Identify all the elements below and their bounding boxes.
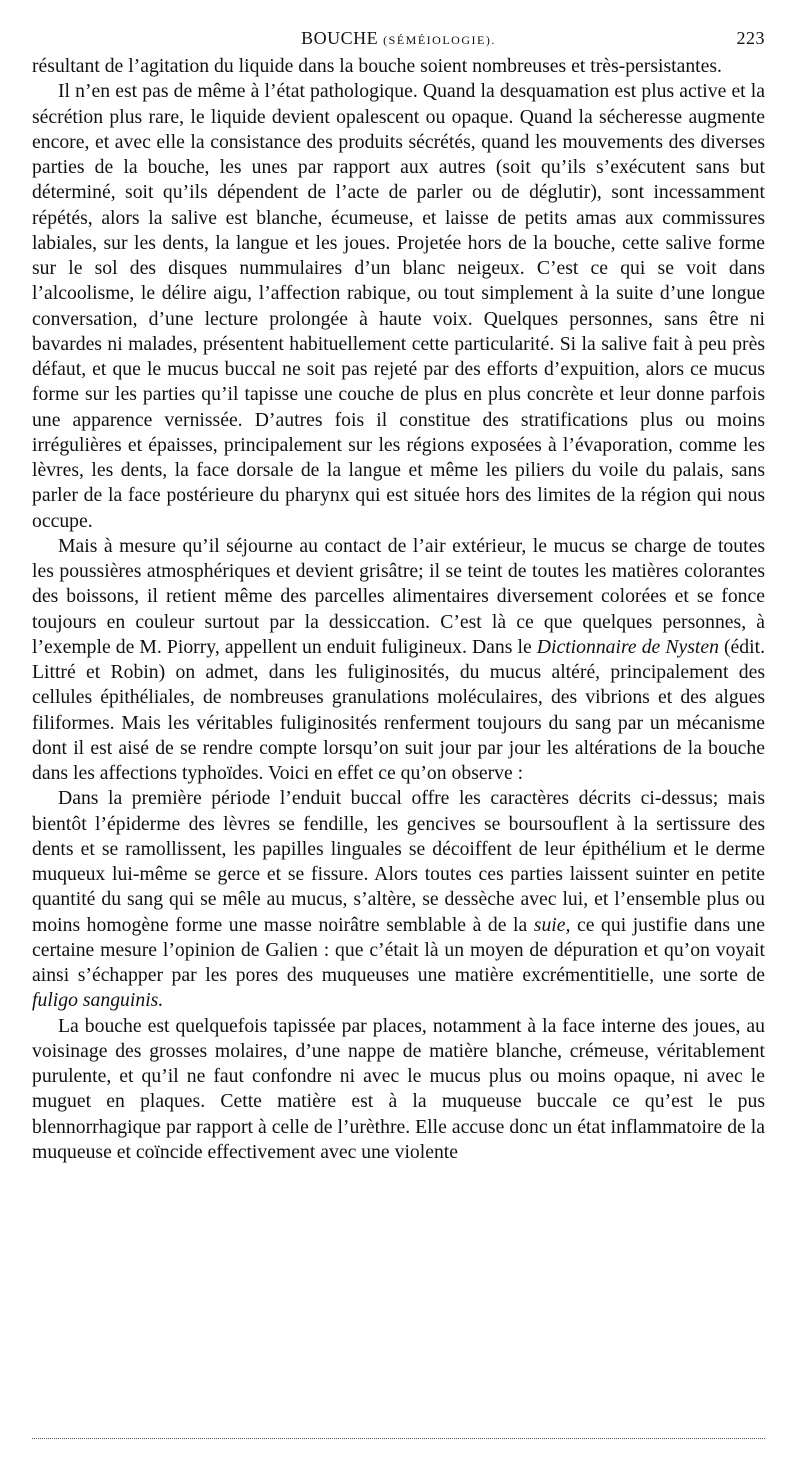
italic-text: fuligo sanguinis. [32, 989, 164, 1012]
text-run: ce qui justifie dans une certaine mesure l’opinion de Galien : que c’était là un moyen de dépuration et qu’on voyait ainsi s’échapper par les pores des muqueuses une matière excrémentitielle, une sorte de [32, 913, 766, 986]
paragraph [32, 1014, 765, 1166]
text-run: (édit. Littré et Robin) on admet, dans les fuliginosités, du mucus altéré, principalement des cellules épithéliales, de nombreuses granulations moléculaires, des vibrions et des algues filiformes. Mais les véritables fuliginosités renferment toujours du sang par un mécanisme dont il est aisé de se rendre compte lorsqu’on suit jour par jour les altérations de la bouche dans les affections typhoïdes. Voici en effet ce qu’on observe : [32, 635, 765, 784]
running-title [32, 28, 765, 49]
text-run: La bouche est quelquefois tapissée par places, notamment à la face interne des joues, au voisinage des grosses molaires, d’une nappe de matière blanche, crémeuse, véritablement purulente, et qu’il ne faut confondre ni avec le mucus plus ou moins opaque, ni avec le muguet en plaques. Cette matière est à la muqueuse buccale ce qu’est le pus blennorrhagique par rapport à celle de l’urèthre. Elle accuse donc un état inflammatoire de la muqueuse et coïncide effectivement avec une violente [32, 1014, 765, 1163]
text-run: Dans la première période l’enduit buccal offre les caractères décrits ci-dessus; mais bientôt l’épiderme des lèvres se fendille, les gencives se boursouflent à la sertissure des dents et se ramollissent, les papilles linguales se décoiffent de leur épithélium et le derme muqueux lui-même se gerce et se fissure. Alors toutes ces parties laissent suinter en petite quantité du sang qui se mêle au mucus, s’altère, se dessèche avec lui, et l’ensemble plus ou moins homogène forme une masse noirâtre semblable à de la [32, 787, 765, 936]
text-run: résultant de l’agitation du liquide dans la bouche soient nombreuses et très-persistantes. [32, 55, 722, 77]
italic-text: Dictionnaire de Nysten [536, 635, 719, 658]
running-title-sub: (SÉMÉIOLOGIE). [383, 33, 496, 47]
text-run: Il n’en est pas de même à l’état pathologique. Quand la desquamation est plus active et la sécrétion plus rare, le liquide devient opalescent ou opaque. Quand la sécheresse augmente encore, et avec elle la consistance des produits sécrétés, quand les mouvements des diverses parties de la bouche, les unes par rapport aux autres (soit qu’ils s’exécutent sans but déterminé, soit qu’ils dépendent de l’acte de parler ou de déglutir), sont incessamment répétés, alors la salive est blanche, écumeuse, et laisse de petits amas aux commissures labiales, sur les dents, la langue et les joues. Projetée hors de la bouche, cette salive forme sur le sol des disques nummulaires d’un blanc neigeux. C’est ce qui se voit dans l’alcoolisme, le délire aigu, l’affection rabique, ou tout simplement à la suite d’une longue conversation, d’une lecture prolongée à haute voix. Quelques personnes, sans être ni bavardes ni malades, présentent habituellement cette particularité. Si la salive fait à peu près défaut, et que le mucus buccal ne soit pas rejeté par des efforts d’expuition, alors ce mucus forme sur les parties qu’il tapisse une couche de plus en plus concrète et leur donne parfois une apparence vernissée. D’autres fois il constitue des stratifications plus ou moins irrégulières et épaisses, principalement sur les régions exposées à l’évaporation, comme les lèvres, les dents, la face dorsale de la langue et même les piliers du voile du palais, sans parler de la face postérieure du pharynx qui est située hors des limites de la région qui nous occupe. [32, 80, 765, 532]
page [32, 28, 765, 1165]
paragraph [32, 534, 765, 787]
footer-rule [32, 1438, 765, 1443]
paragraph [32, 54, 765, 79]
paragraph [32, 786, 765, 1013]
running-title-main: BOUCHE [301, 28, 379, 48]
italic-text: suie, [533, 913, 571, 936]
running-header [32, 28, 765, 54]
text-run: Mais à mesure qu’il séjourne au contact de l’air extérieur, le mucus se charge de toutes les poussières atmosphériques et devient grisâtre; il se teint de toutes les matières colorantes des boissons, il retient même des parcelles alimentaires diversement colorées et se fonce toujours en couleur surtout par la dessiccation. C’est là ce que quelques personnes, à l’exemple de M. Piorry, appellent un enduit fuligineux. Dans le [32, 534, 765, 658]
page-number: 223 [736, 28, 765, 48]
paragraph [32, 79, 765, 534]
body-text [32, 54, 765, 1165]
